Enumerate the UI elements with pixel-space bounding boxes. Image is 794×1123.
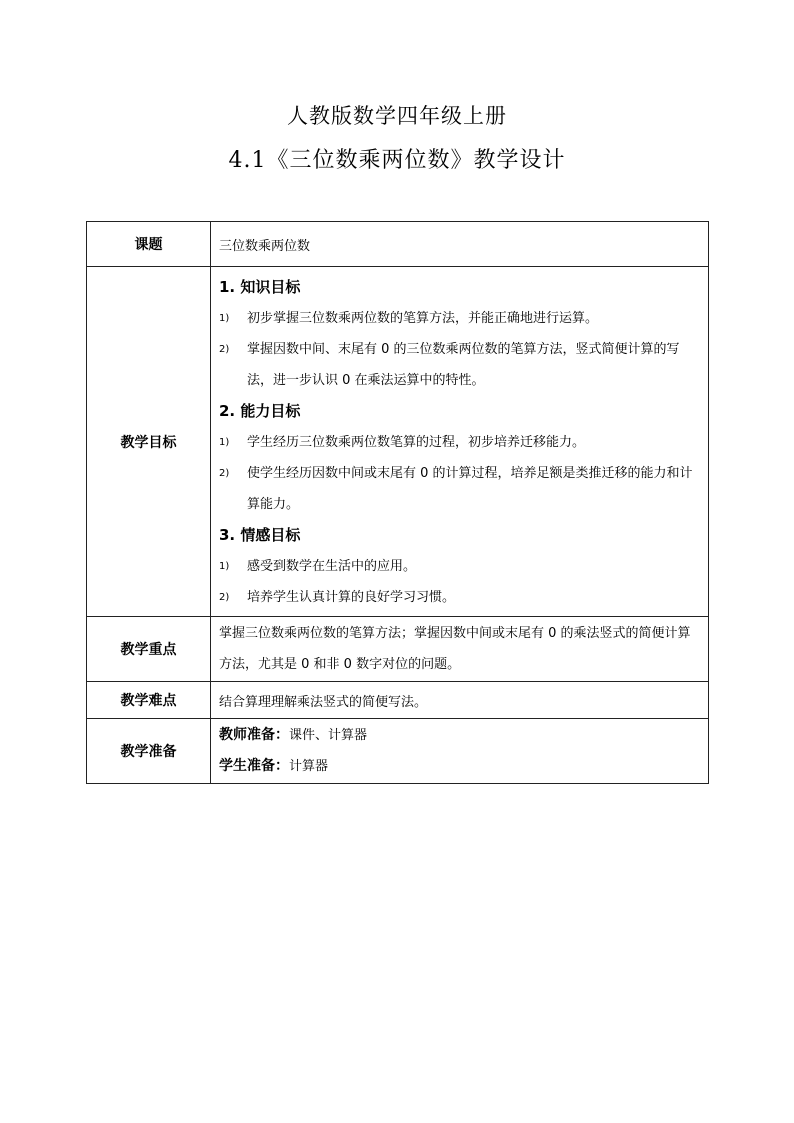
document-title: 人教版数学四年级上册 <box>287 104 507 128</box>
item-number: 2) <box>219 468 230 479</box>
goal-item <box>219 303 702 334</box>
document-subtitle: 4.1《三位数乘两位数》教学设计 <box>228 148 566 173</box>
teacher-preparation-value: 课件、计算器 <box>289 728 368 743</box>
key-points-value: 掌握三位数乘两位数的笔算方法；掌握因数中间或末尾有 0 的乘法竖式的简便计算方法，尤其是 0 和非 0 数字对位的问题。 <box>211 617 709 682</box>
item-text: 感受到数学在生活中的应用。 <box>247 559 417 574</box>
topic-value: 三位数乘两位数 <box>211 222 709 267</box>
goal-item <box>219 458 702 520</box>
item-number: 1) <box>219 313 230 324</box>
goals-content <box>211 267 709 617</box>
item-text: 学生经历三位数乘两位数笔算的过程，初步培养迁移能力。 <box>247 435 586 450</box>
item-text: 培养学生认真计算的良好学习习惯。 <box>247 590 456 605</box>
difficulty-label: 教学难点 <box>87 682 211 719</box>
table-row-difficulty <box>87 682 709 719</box>
goal-item <box>219 334 702 396</box>
lesson-plan-table <box>86 221 709 784</box>
goal-item <box>219 427 702 458</box>
item-number: 1) <box>219 561 230 572</box>
goal-section-heading: 3. 情感目标 <box>219 526 301 544</box>
goals-label: 教学目标 <box>87 267 211 617</box>
teacher-preparation <box>219 720 702 751</box>
item-number: 1) <box>219 437 230 448</box>
table-row-goals <box>87 267 709 617</box>
preparation-content <box>211 719 709 784</box>
key-points-label: 教学重点 <box>87 617 211 682</box>
item-text: 使学生经历因数中间或末尾有 0 的计算过程，培养足额是类推迁移的能力和计算能力。 <box>247 466 693 512</box>
item-number: 2) <box>219 344 230 355</box>
goal-section-heading: 2. 能力目标 <box>219 402 301 420</box>
table-row-preparation <box>87 719 709 784</box>
student-preparation <box>219 751 702 782</box>
student-preparation-value: 计算器 <box>289 759 329 774</box>
item-text: 掌握因数中间、末尾有 0 的三位数乘两位数的笔算方法，竖式简便计算的写法，进一步认识 0 在乘法运算中的特性。 <box>247 342 680 388</box>
item-text: 初步掌握三位数乘两位数的笔算方法，并能正确地进行运算。 <box>247 311 599 326</box>
goal-item <box>219 582 702 613</box>
item-number: 2) <box>219 592 230 603</box>
topic-label: 课题 <box>87 222 211 267</box>
difficulty-value: 结合算理理解乘法竖式的简便写法。 <box>211 682 709 719</box>
table-row-topic <box>87 222 709 267</box>
student-preparation-key: 学生准备： <box>219 758 289 774</box>
preparation-label: 教学准备 <box>87 719 211 784</box>
goal-item <box>219 551 702 582</box>
table-row-key-points <box>87 617 709 682</box>
teacher-preparation-key: 教师准备： <box>219 727 289 743</box>
goal-section-heading: 1. 知识目标 <box>219 278 301 296</box>
